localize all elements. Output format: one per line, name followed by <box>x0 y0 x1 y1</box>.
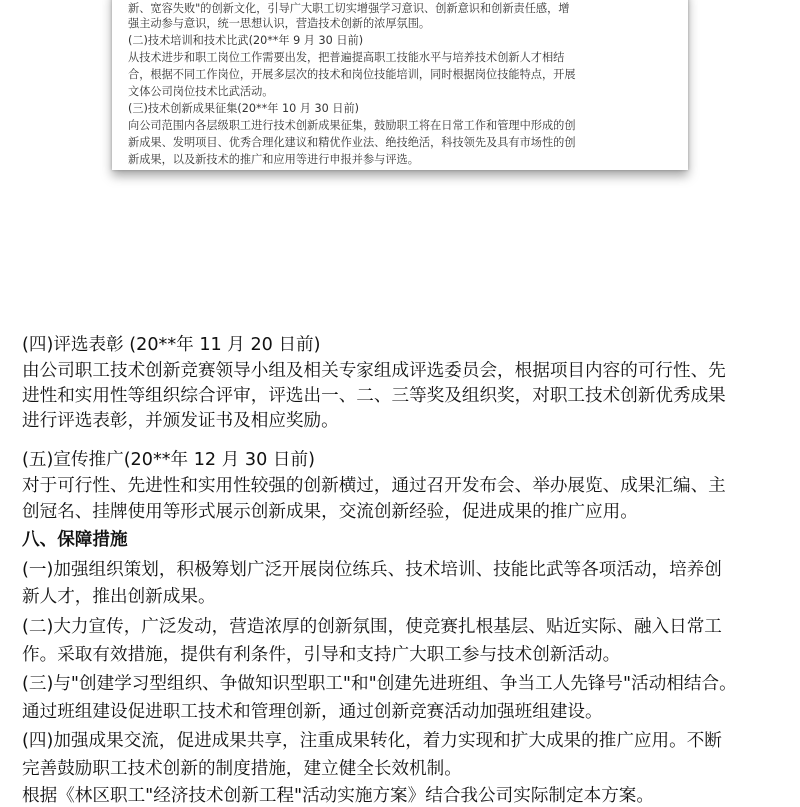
body-line: (四)加强成果交流，促进成果共享，注重成果转化，着力实现和扩大成果的推广应用。不断 <box>22 731 722 751</box>
section-heading: (五)宣传推广(20**年 12 月 30 日前) <box>22 450 315 470</box>
preview-line: 文体公司岗位技术比武活动。 <box>128 85 274 98</box>
body-line: 新人才，推出创新成果。 <box>22 587 216 607</box>
preview-subheading: (三)技术创新成果征集(20**年 10 月 30 日前) <box>128 102 360 115</box>
body-line: 根据《林区职工"经济技术创新工程"活动实施方案》结合我公司实际制定本方案。 <box>22 786 654 806</box>
document-preview-card <box>112 0 688 170</box>
body-line: (二)大力宣传，广泛发动，营造浓厚的创新氛围，使竞赛扎根基层、贴近实际、融入日常工 <box>22 617 722 637</box>
preview-line: 从技术进步和职工岗位工作需要出发，把普遍提高职工技能水平与培养技术创新人才相结 <box>128 51 565 64</box>
preview-line: 新成果、发明项目、优秀合理化建议和精优作业法、绝技绝活，科技领先及具有市场性的创 <box>128 136 576 149</box>
body-line: 创冠名、挂牌使用等形式展示创新成果，交流创新经验，促进成果的推广应用。 <box>22 502 638 522</box>
body-line: 进行评选表彰，并颁发证书及相应奖励。 <box>22 411 339 431</box>
body-line: (三)与"创建学习型组织、争做知识型职工"和"创建先进班组、争当工人先锋号"活动相结合。 <box>22 674 737 694</box>
body-line: 对于可行性、先进性和实用性较强的创新横过，通过召开发布会、举办展览、成果汇编、主 <box>22 476 726 496</box>
preview-line: 新成果，以及新技术的推广和应用等进行申报并参与评选。 <box>128 153 419 166</box>
preview-line: 合，根据不同工作岗位，开展多层次的技术和岗位技能培训，同时根据岗位技能特点，开展 <box>128 68 576 81</box>
chapter-heading: 八、保障措施 <box>22 530 128 550</box>
preview-line: 新、宽容失败"的创新文化，引导广大职工切实增强学习意识、创新意识和创新责任感，增 <box>128 2 570 15</box>
body-line: 作。采取有效措施，提供有利条件，引导和支持广大职工参与技术创新活动。 <box>22 645 621 665</box>
body-line: (一)加强组织策划，积极筹划广泛开展岗位练兵、技术培训、技能比武等各项活动，培养创 <box>22 560 722 580</box>
preview-line: 向公司范围内各层级职工进行技术创新成果征集，鼓励职工将在日常工作和管理中形成的创 <box>128 119 576 132</box>
body-line: 由公司职工技术创新竞赛领导小组及相关专家组成评选委员会，根据项目内容的可行性、先 <box>22 361 726 381</box>
preview-subheading: (二)技术培训和技术比武(20**年 9 月 30 日前) <box>128 34 364 47</box>
body-line: 完善鼓励职工技术创新的制度措施，建立健全长效机制。 <box>22 759 462 779</box>
preview-line: 强主动参与意识，统一思想认识，营造技术创新的浓厚氛围。 <box>128 17 431 30</box>
section-heading: (四)评选表彰 (20**年 11 月 20 日前) <box>22 335 321 355</box>
body-line: 通过班组建设促进职工技术和管理创新，通过创新竞赛活动加强班组建设。 <box>22 702 603 722</box>
body-line: 进性和实用性等组织综合评审，评选出一、二、三等奖及组织奖，对职工技术创新优秀成果 <box>22 386 726 406</box>
